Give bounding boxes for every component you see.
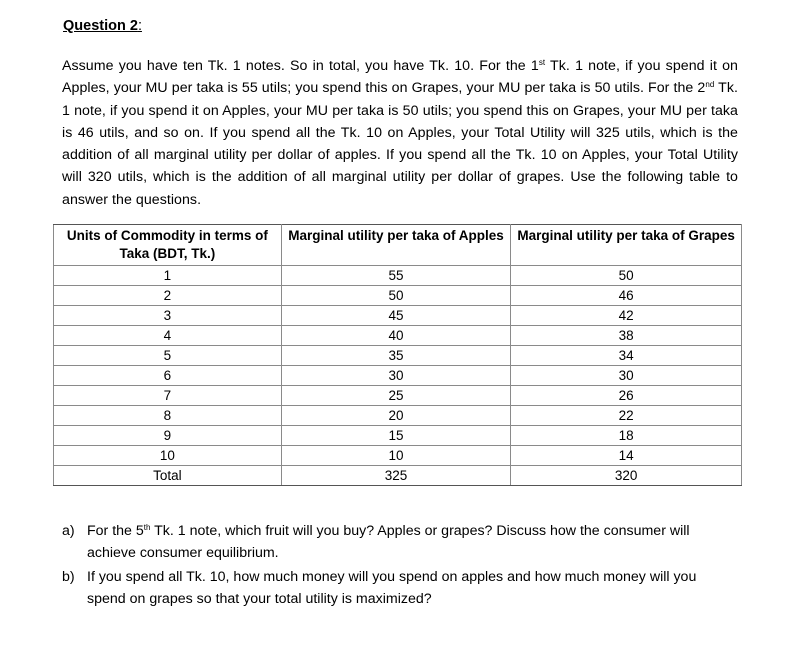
units-cell: 8 (54, 406, 282, 426)
question-a-label: a) (62, 523, 75, 539)
grapes-mu-cell: 14 (511, 446, 742, 466)
units-cell: Total (54, 466, 282, 486)
grapes-mu-cell: 26 (511, 386, 742, 406)
table-row (54, 286, 742, 306)
table-row (54, 446, 742, 466)
apples-mu-cell: 20 (281, 406, 511, 426)
apples-mu-cell: 25 (281, 386, 511, 406)
table-row (54, 366, 742, 386)
table-row (54, 326, 742, 346)
table-row (54, 306, 742, 326)
units-cell: 4 (54, 326, 282, 346)
apples-mu-cell: 55 (281, 266, 511, 286)
question-paragraph: Assume you have ten Tk. 1 notes. So in total, you have Tk. 10. For the 1st Tk. 1 note, if you spend it on Apples, your MU per taka is 55 utils; you spend this on Grapes, your MU per taka is 50 utils. For the 2nd Tk. 1 note, if you spend it on Apples, your MU per taka is 50 utils; you spend this on Grapes, your MU per taka is 46 utils, and so on. If you spend all the Tk. 10 on Apples, your Total Utility will 325 utils, which is the addition of all marginal utility per dollar of apples. If you spend all the Tk. 10 on Apples, your Total Utility will 320 utils, which is the addition of all marginal utility per dollar of grapes. Use the following table to answer the questions. (62, 58, 738, 208)
question-a (62, 520, 738, 564)
units-cell: 5 (54, 346, 282, 366)
units-cell: 6 (54, 366, 282, 386)
question-b-text: If you spend all Tk. 10, how much money will you spend on apples and how much money will you spend on grapes so that your total utility is maximized? (87, 569, 697, 607)
superscript-st: st (538, 58, 546, 67)
grapes-mu-cell: 30 (511, 366, 742, 386)
grapes-mu-cell: 22 (511, 406, 742, 426)
sub-questions (62, 520, 738, 612)
question-a-text: For the 5th Tk. 1 note, which fruit will you buy? Apples or grapes? Discuss how the consumer will achieve consumer equilibrium. (87, 523, 690, 561)
table-row (54, 426, 742, 446)
units-cell: 7 (54, 386, 282, 406)
header-units: Units of Commodity in terms of Taka (BDT, Tk.) (54, 225, 282, 266)
question-b-label: b) (62, 569, 75, 585)
header-apples: Marginal utility per taka of Apples (281, 225, 511, 266)
marginal-utility-table (53, 224, 742, 486)
apples-mu-cell: 50 (281, 286, 511, 306)
units-cell: 9 (54, 426, 282, 446)
grapes-mu-cell: 46 (511, 286, 742, 306)
grapes-mu-cell: 38 (511, 326, 742, 346)
units-cell: 2 (54, 286, 282, 306)
units-cell: 3 (54, 306, 282, 326)
header-grapes: Marginal utility per taka of Grapes (511, 225, 742, 266)
apples-mu-cell: 10 (281, 446, 511, 466)
apples-mu-cell: 30 (281, 366, 511, 386)
apples-mu-cell: 45 (281, 306, 511, 326)
apples-mu-cell: 15 (281, 426, 511, 446)
grapes-mu-cell: 42 (511, 306, 742, 326)
apples-mu-cell: 40 (281, 326, 511, 346)
superscript-nd: nd (705, 80, 715, 90)
apples-mu-cell: 325 (281, 466, 511, 486)
table-row (54, 406, 742, 426)
table-total-row (54, 466, 742, 486)
table-header-row (54, 225, 742, 266)
table-row (54, 266, 742, 286)
grapes-mu-cell: 34 (511, 346, 742, 366)
units-cell: 1 (54, 266, 282, 286)
question-title: Question 2: (63, 18, 142, 34)
table-row (54, 386, 742, 406)
question-b (62, 566, 738, 610)
apples-mu-cell: 35 (281, 346, 511, 366)
units-cell: 10 (54, 446, 282, 466)
grapes-mu-cell: 320 (511, 466, 742, 486)
grapes-mu-cell: 18 (511, 426, 742, 446)
grapes-mu-cell: 50 (511, 266, 742, 286)
table-row (54, 346, 742, 366)
